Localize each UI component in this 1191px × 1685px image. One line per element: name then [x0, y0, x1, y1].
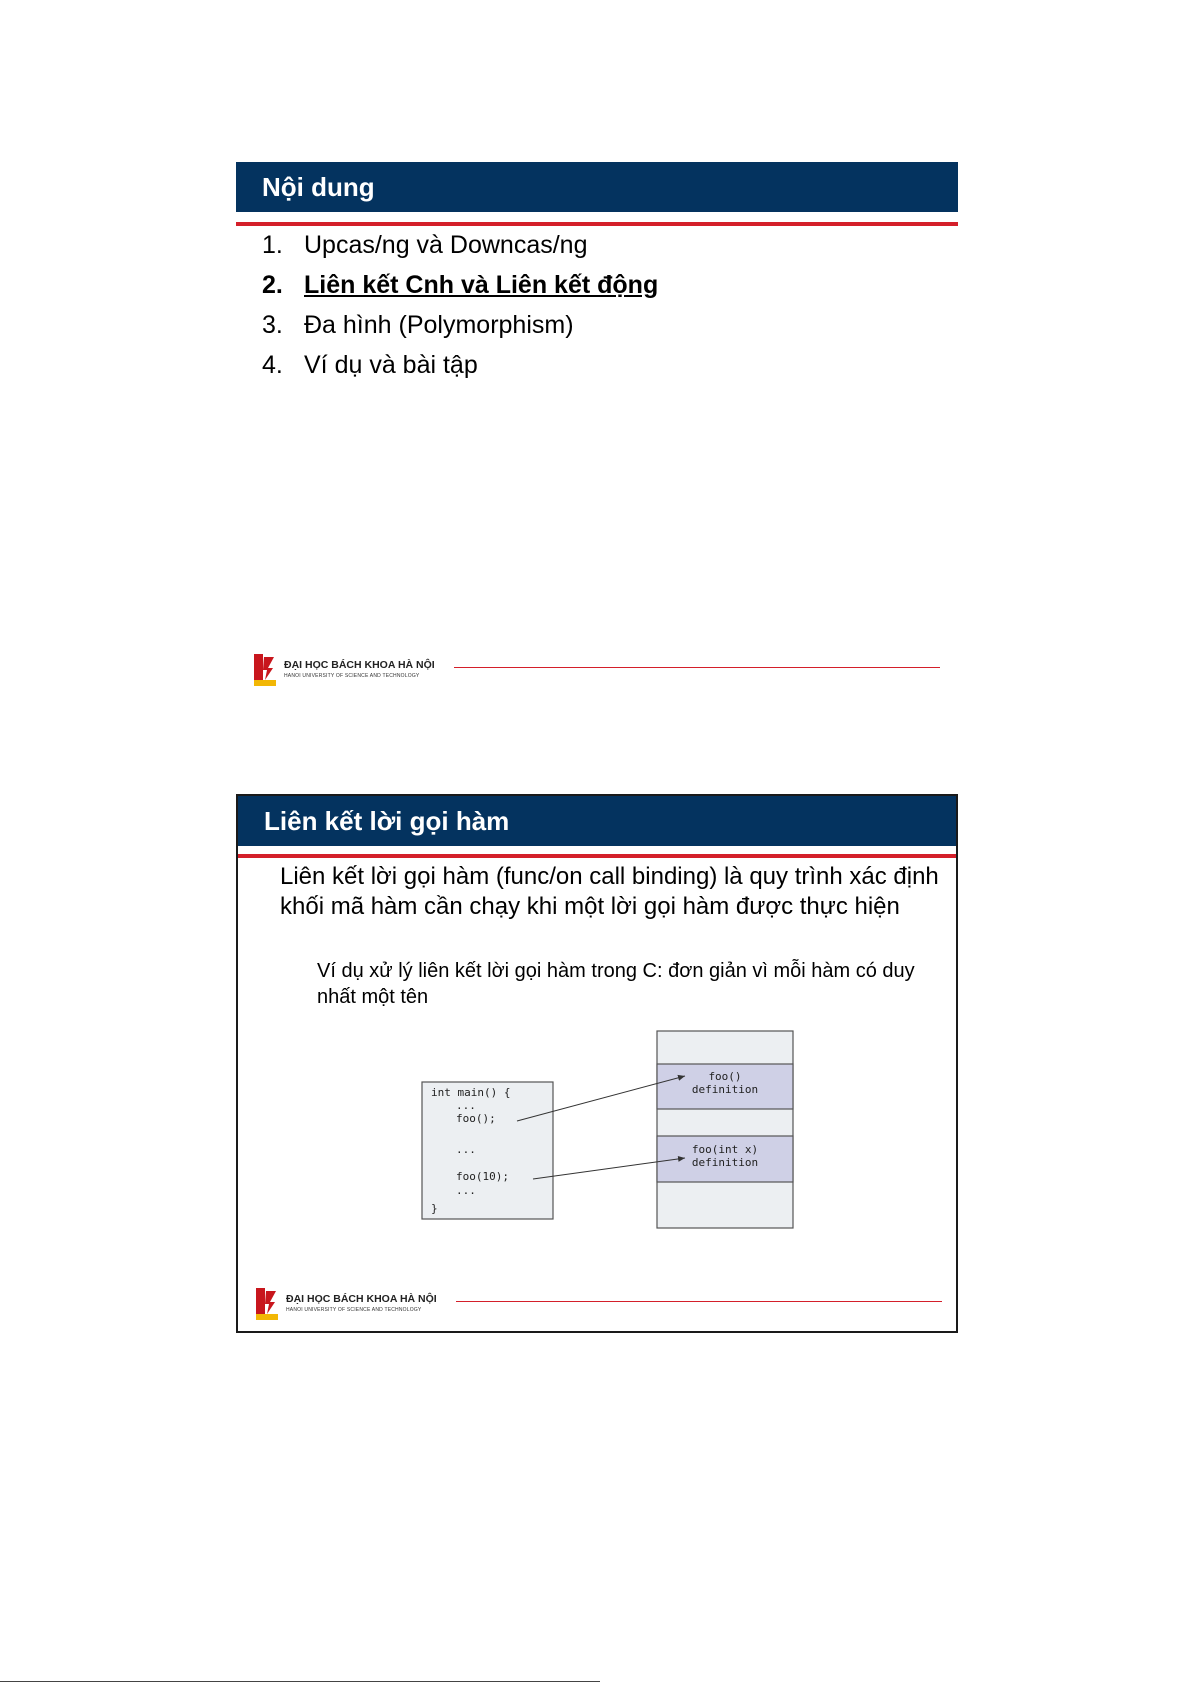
code-line: ...: [456, 1099, 476, 1112]
code-line: ...: [456, 1184, 476, 1197]
code-line: foo(10);: [456, 1170, 509, 1183]
code-line: foo();: [456, 1112, 496, 1125]
page-bottom-rule: [0, 1681, 600, 1682]
slide-footer: [256, 1288, 946, 1328]
sub-text: Ví dụ xử lý liên kết lời gọi hàm trong C: đơn giản vì mỗi hàm có duy nhất một tên: [317, 960, 915, 1008]
code-line: ...: [456, 1143, 476, 1156]
list-item: 4. Ví dụ và bài tập: [262, 351, 478, 379]
binding-diagram: [238, 796, 956, 1331]
university-name: ĐẠI HỌC BÁCH KHOA HÀ NỘI: [284, 659, 435, 671]
university-logo-icon: [256, 1288, 278, 1320]
memory-box: [657, 1031, 793, 1228]
list-item: 3. Đa hình (Polymorphism): [262, 311, 574, 339]
block-label: definition: [691, 1156, 759, 1169]
block-label: foo(int x): [691, 1143, 759, 1156]
university-name-en: HANOI UNIVERSITY OF SCIENCE AND TECHNOLOGY: [284, 673, 420, 679]
body-text: Liên kết lời gọi hàm (func/on call binding) là quy trình xác định khối mã hàm cần chạy khi một lời gọi hàm được thực hiện: [280, 863, 939, 920]
block-label: foo(): [708, 1070, 742, 1083]
slide-function-call-binding: [236, 794, 958, 1333]
footer-rule: [456, 1301, 942, 1302]
contents-list: [262, 230, 658, 390]
university-logo-icon: [254, 654, 276, 686]
code-line: int main() {: [431, 1086, 511, 1099]
code-line: }: [431, 1202, 438, 1215]
footer-rule: [454, 667, 940, 668]
slide-title: Nội dung: [236, 162, 958, 212]
block-label: definition: [691, 1083, 759, 1096]
slide-footer: [254, 654, 944, 694]
title-underline: [236, 222, 958, 226]
list-item: 1. Upcas/ng và Downcas/ng: [262, 231, 588, 259]
list-item-current: 2. Liên kết Cnh và Liên kết động: [262, 271, 659, 299]
code-box: [422, 1082, 553, 1219]
university-name: ĐẠI HỌC BÁCH KHOA HÀ NỘI: [286, 1293, 437, 1305]
slide-contents: [236, 162, 958, 692]
slide-title: Liên kết lời gọi hàm: [238, 796, 956, 846]
university-name-en: HANOI UNIVERSITY OF SCIENCE AND TECHNOLOGY: [286, 1307, 422, 1313]
